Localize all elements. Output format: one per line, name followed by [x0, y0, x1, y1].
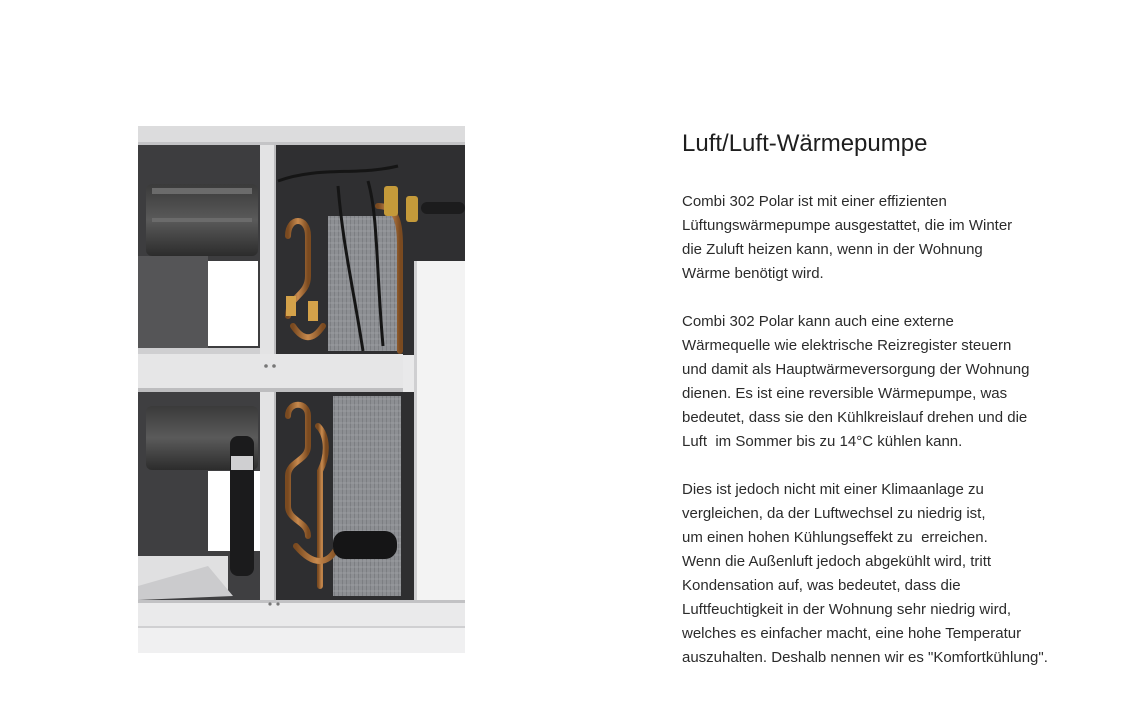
text-column [682, 128, 1102, 694]
product-photo [138, 126, 465, 653]
text-line: Luftfeuchtigkeit in der Wohnung sehr niedrig wird, [682, 601, 1012, 618]
text-line: welches es einfacher macht, eine hohe Temperatur [682, 625, 1022, 642]
text-line: Luft im Sommer bis zu 14°C kühlen kann. [682, 433, 963, 450]
text-line: Wenn die Außenluft jedoch abgekühlt wird, tritt [682, 553, 992, 570]
text-line: Combi 302 Polar kann auch eine externe [682, 313, 954, 330]
paragraph-external-heat [682, 310, 1102, 454]
text-line: Dies ist jedoch nicht mit einer Klimaanlage zu [682, 481, 984, 498]
text-line: Lüftungswärmepumpe ausgestattet, die im Winter [682, 217, 1013, 234]
paragraph-intro [682, 190, 1102, 286]
section-heading: Luft/Luft-Wärmepumpe [682, 130, 928, 157]
text-line: Kondensation auf, was bedeutet, dass die [682, 577, 961, 594]
text-line: die Zuluft heizen kann, wenn in der Wohnung [682, 241, 983, 258]
text-line: vergleichen, da der Luftwechsel zu niedrig ist, [682, 505, 986, 522]
heat-pump-illustration [138, 126, 465, 653]
text-line: Combi 302 Polar ist mit einer effizienten [682, 193, 947, 210]
text-line: Wärme benötigt wird. [682, 265, 824, 282]
text-line: und damit als Hauptwärmeversorgung der Wohnung [682, 361, 1030, 378]
text-line: bedeutet, dass sie den Kühlkreislauf drehen und die [682, 409, 1028, 426]
paragraph-comfort-cooling [682, 478, 1102, 670]
text-line: dienen. Es ist eine reversible Wärmepumpe, was [682, 385, 1008, 402]
text-line: auszuhalten. Deshalb nennen wir es "Komfortkühlung". [682, 649, 1048, 666]
text-line: Wärmequelle wie elektrische Reizregister steuern [682, 337, 1012, 354]
text-line: um einen hohen Kühlungseffekt zu erreichen. [682, 529, 988, 546]
